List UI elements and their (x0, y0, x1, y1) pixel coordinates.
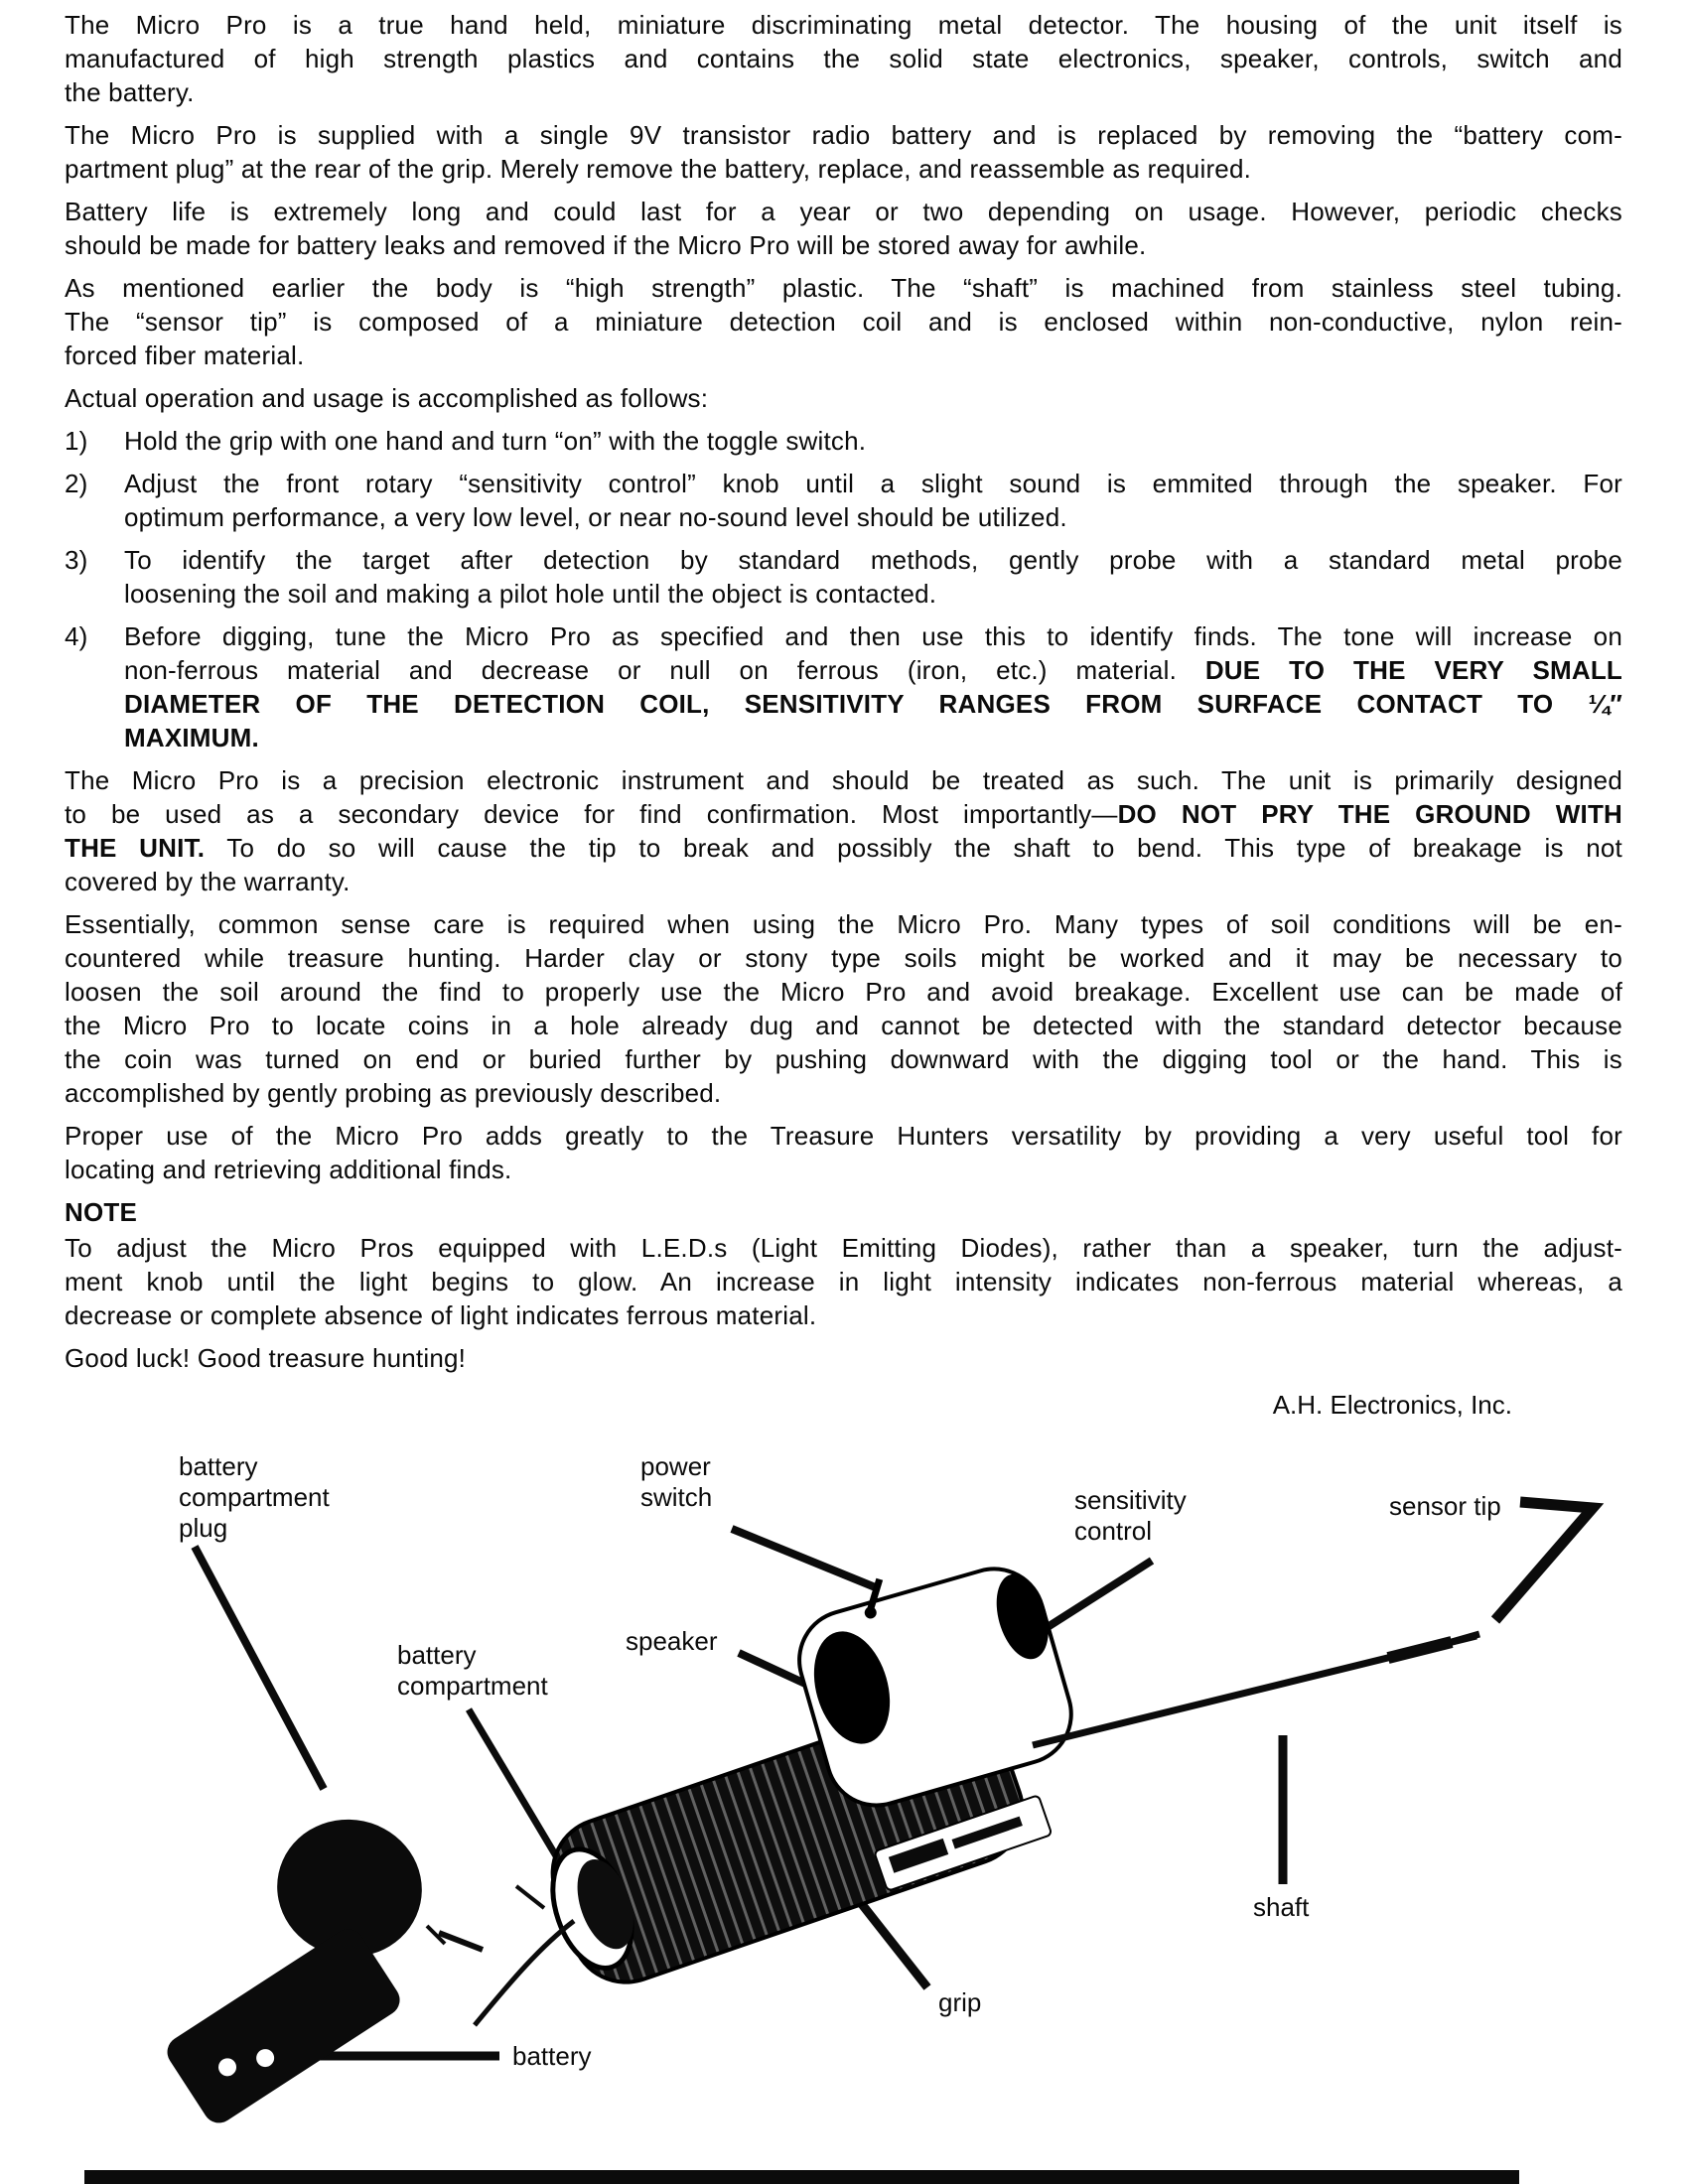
note-heading: NOTE (65, 1197, 138, 1227)
list-item-2 (65, 467, 1622, 534)
list-item-4 (65, 619, 1622, 754)
list-item-text (124, 424, 1622, 458)
paragraph-precision-warning (65, 763, 1622, 898)
sensor-tip-shape (1452, 1634, 1479, 1642)
text-line: Essentially, common sense care is required when using the Micro Pro. Many types of soil conditions will be en- (65, 909, 1622, 939)
label-speaker: speaker (626, 1626, 718, 1656)
paragraph-battery-life (65, 195, 1622, 262)
text-line: partment plug” at the rear of the grip. Merely remove the battery, replace, and reassemble as required. (65, 154, 1252, 184)
text-line: loosening the soil and making a pilot hole until the object is contacted. (124, 579, 937, 609)
label-power-switch: power switch (640, 1451, 713, 1512)
text-line: manufactured of high strength plastics and contains the solid state electronics, speaker, controls, switch and (65, 44, 1622, 73)
text-line: Hold the grip with one hand and turn “on” with the toggle switch. (124, 426, 867, 456)
text-line: loosen the soil around the find to properly use the Micro Pro and avoid breakage. Excellent use can be made of (65, 977, 1622, 1007)
battery-clip (439, 1933, 483, 1950)
paragraph-intro (65, 8, 1622, 109)
leader-sensitivity-control (1037, 1561, 1152, 1634)
text-line: non-ferrous material and decrease or null on ferrous (iron, etc.) material. DUE TO THE VERY SMALL (124, 655, 1622, 685)
list-item-text (124, 543, 1622, 611)
text-line: the coin was turned on end or buried further by pushing downward with the digging tool or the hand. This is (65, 1044, 1622, 1074)
text-line: Adjust the front rotary “sensitivity control” knob until a slight sound is emmited through the speaker. For (124, 469, 1622, 498)
text-line: forced fiber material. (65, 341, 305, 370)
list-number: 3) (65, 545, 88, 575)
label-battery: battery (512, 2041, 592, 2071)
paragraph-note (65, 1231, 1622, 1332)
leader-power-switch (732, 1529, 878, 1588)
paragraph-proper-use (65, 1119, 1622, 1186)
text-line: locating and retrieving additional finds. (65, 1155, 512, 1184)
sensor-tip-arrow (1495, 1502, 1593, 1620)
list-item-1 (65, 424, 1622, 458)
text-line: To identify the target after detection by standard methods, gently probe with a standard metal probe (124, 545, 1622, 575)
text-line: The Micro Pro is a precision electronic instrument and should be treated as such. The unit is primarily designed (65, 765, 1622, 795)
list-number: 2) (65, 469, 88, 498)
battery-clip-wire (516, 1886, 544, 1908)
label-battery-compartment: battery compartment (397, 1640, 548, 1701)
list-item-text (124, 467, 1622, 534)
list-number: 4) (65, 621, 88, 651)
body-text (65, 8, 1622, 1384)
text-line: The Micro Pro is supplied with a single 9V transistor radio battery and is replaced by removing the “battery com- (65, 120, 1622, 150)
paragraph-materials (65, 271, 1622, 372)
list-item-3 (65, 543, 1622, 611)
battery-clip-wire (475, 1921, 574, 2025)
text-line: optimum performance, a very low level, or near no-sound level should be utilized. (124, 502, 1067, 532)
text-line: decrease or complete absence of light indicates ferrous material. (65, 1300, 817, 1330)
label-sensitivity-control: sensitivity control (1074, 1485, 1187, 1546)
text-line: the Micro Pro to locate coins in a hole already dug and cannot be detected with the standard detector because (65, 1011, 1622, 1040)
text-line: Actual operation and usage is accomplished as follows: (65, 383, 709, 413)
text-line: MAXIMUM. (124, 723, 259, 752)
label-grip: grip (938, 1987, 982, 2017)
text-line: countered while treasure hunting. Harder clay or stony type soils might be worked and it may be necessary to (65, 943, 1622, 973)
text-line: Proper use of the Micro Pro adds greatly to the Treasure Hunters versatility by providing a very useful tool for (65, 1121, 1622, 1151)
leader-grip (854, 1894, 927, 1987)
shaft-ferrule (1388, 1642, 1452, 1658)
text-line: Before digging, tune the Micro Pro as specified and then use this to identify finds. The tone will increase on (124, 621, 1622, 651)
text-line: The “sensor tip” is composed of a miniature detection coil and is enclosed within non-conductive, nylon rein- (65, 307, 1622, 337)
paragraph-operation-intro (65, 381, 1622, 415)
text-line: As mentioned earlier the body is “high strength” plastic. The “shaft” is machined from stainless steel tubing. (65, 273, 1622, 303)
text-line: should be made for battery leaks and removed if the Micro Pro will be stored away for awhile. (65, 230, 1147, 260)
paragraph-battery-supply (65, 118, 1622, 186)
label-sensor-tip: sensor tip (1389, 1491, 1501, 1521)
list-number: 1) (65, 426, 88, 456)
text-line: DIAMETER OF THE DETECTION COIL, SENSITIVITY RANGES FROM SURFACE CONTACT TO ¼″ (124, 689, 1622, 719)
leader-battery-compartment (469, 1709, 561, 1864)
label-battery-compartment-plug: battery compartment plug (179, 1451, 330, 1543)
paragraph-good-luck (65, 1341, 1622, 1375)
scan-edge-artifact (84, 2170, 1519, 2184)
label-shaft: shaft (1253, 1892, 1310, 1922)
text-line: THE UNIT. To do so will cause the tip to break and possibly the shaft to bend. This type of breakage is not (65, 833, 1622, 863)
text-line: ment knob until the light begins to glow. An increase in light intensity indicates non-ferrous material whereas, a (65, 1267, 1622, 1297)
leader-battery-compartment-plug (195, 1547, 324, 1789)
text-line: covered by the warranty. (65, 867, 351, 896)
text-line: To adjust the Micro Pros equipped with L.E.D.s (Light Emitting Diodes), rather than a speaker, turn the adjust- (65, 1233, 1622, 1263)
text-line: accomplished by gently probing as previously described. (65, 1078, 722, 1108)
text-line: Battery life is extremely long and could last for a year or two depending on usage. However, periodic checks (65, 197, 1622, 226)
paragraph-common-sense (65, 907, 1622, 1110)
text-line: The Micro Pro is a true hand held, miniature discriminating metal detector. The housing of the unit itself is (65, 10, 1622, 40)
text-line: Good luck! Good treasure hunting! (65, 1343, 467, 1373)
battery-shape (161, 1923, 405, 2128)
company-name: A.H. Electronics, Inc. (1272, 1390, 1512, 1420)
text-line: to be used as a secondary device for find confirmation. Most importantly—DO NOT PRY THE GROUND WITH (65, 799, 1622, 829)
list-item-text (124, 619, 1622, 754)
text-line: the battery. (65, 77, 195, 107)
